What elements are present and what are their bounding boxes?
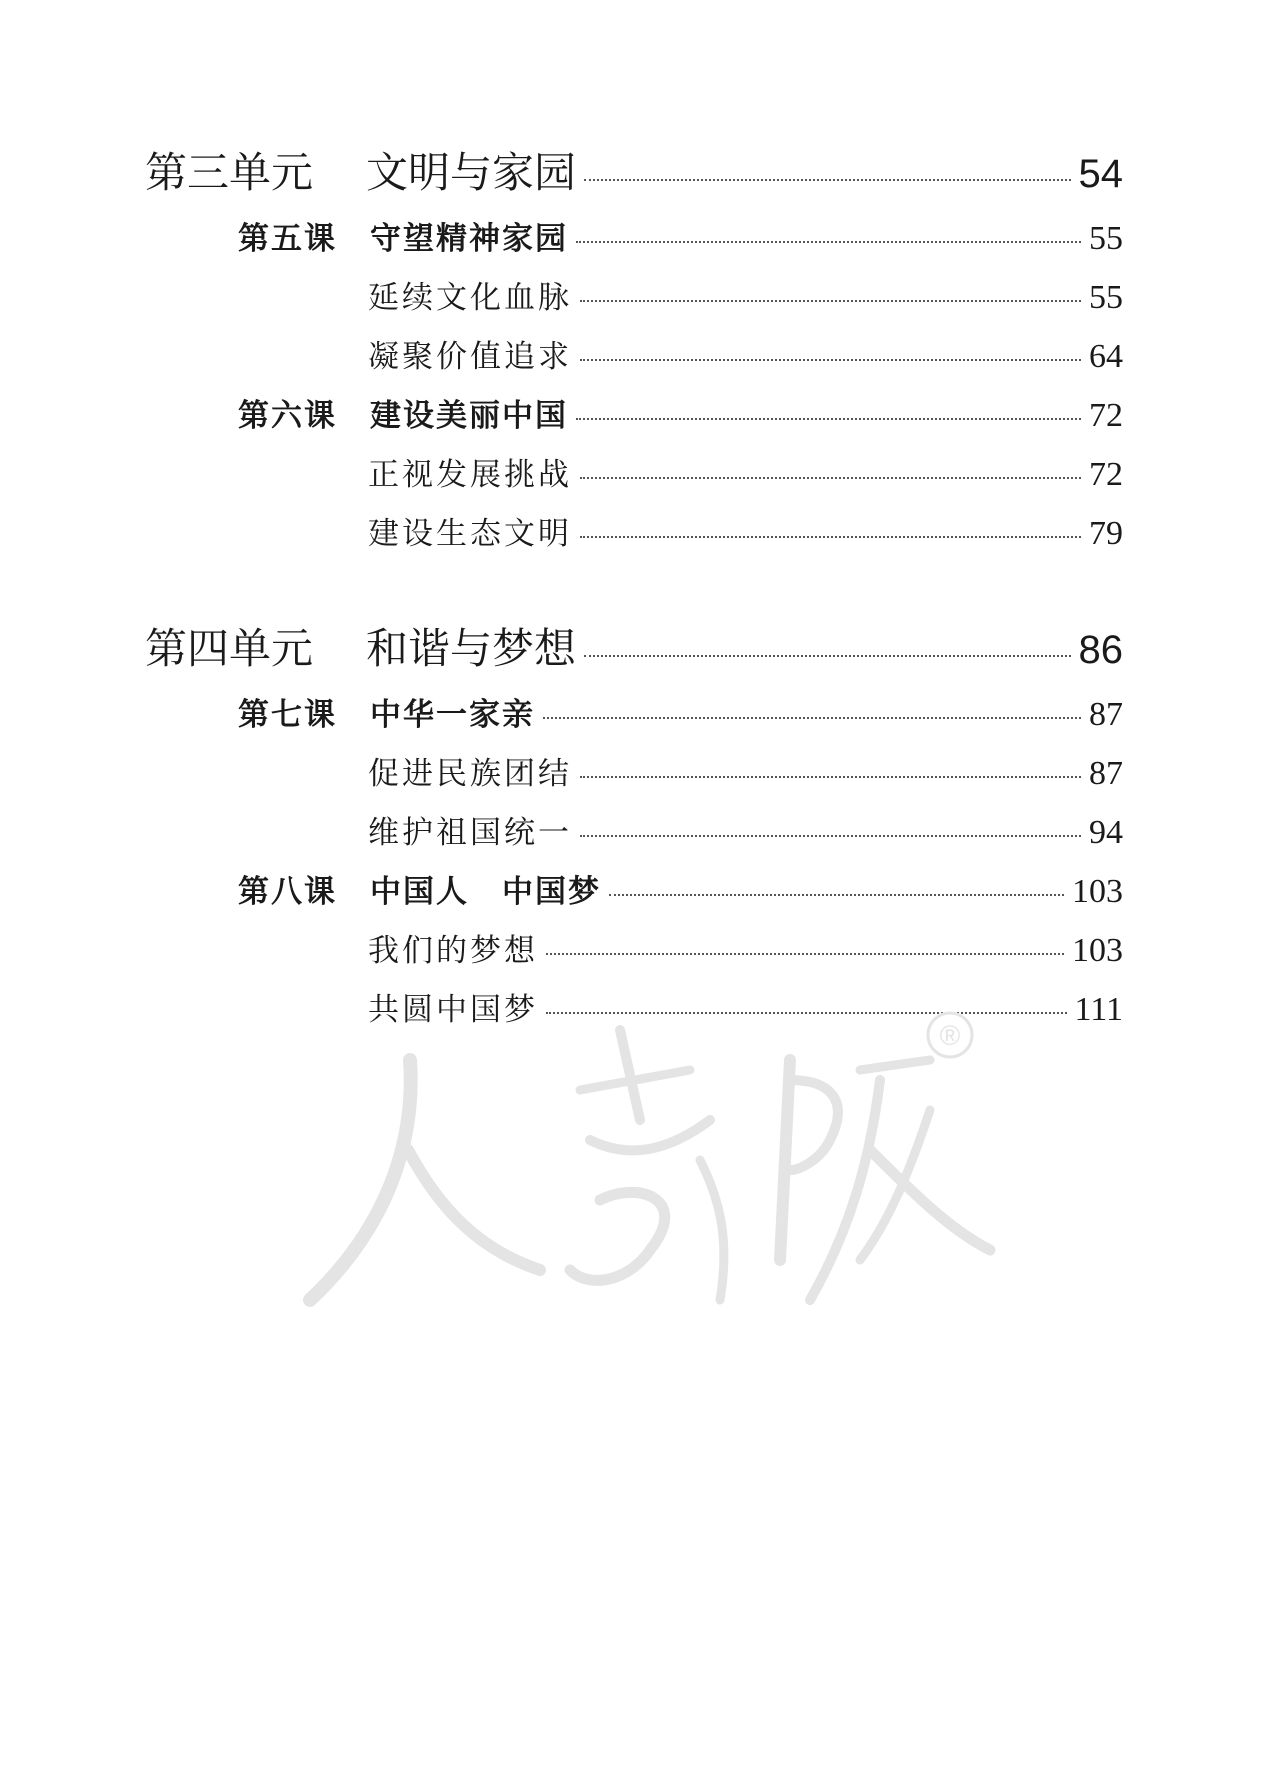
lesson-title: 中华一家亲 bbox=[370, 697, 535, 733]
section-title: 建设生态文明 bbox=[368, 516, 572, 552]
toc-lesson-8[interactable] bbox=[238, 866, 1123, 911]
toc-unit-3[interactable] bbox=[145, 140, 1123, 200]
page-number: 72 bbox=[1089, 397, 1123, 434]
lesson-number: 第五课 bbox=[238, 221, 337, 257]
page-number: 79 bbox=[1089, 515, 1123, 552]
toc-section[interactable] bbox=[368, 331, 1123, 376]
publisher-watermark bbox=[290, 1000, 1010, 1360]
page-number: 87 bbox=[1089, 755, 1123, 792]
dot-leader bbox=[580, 359, 1081, 361]
lesson-title: 守望精神家园 bbox=[370, 221, 568, 257]
page-number: 94 bbox=[1089, 814, 1123, 851]
dot-leader bbox=[546, 953, 1064, 955]
toc-lesson-7[interactable] bbox=[238, 689, 1123, 734]
toc-lesson-5[interactable] bbox=[238, 213, 1123, 258]
toc-section[interactable] bbox=[368, 925, 1123, 970]
section-title: 促进民族团结 bbox=[368, 756, 572, 792]
toc-section[interactable] bbox=[368, 272, 1123, 317]
page-number: 111 bbox=[1074, 991, 1123, 1028]
unit-number: 第四单元 bbox=[145, 624, 314, 673]
dot-leader bbox=[576, 418, 1081, 420]
watermark-calligraphy bbox=[310, 1030, 990, 1300]
page-number: 55 bbox=[1089, 279, 1123, 316]
section-title: 延续文化血脉 bbox=[368, 280, 572, 316]
dot-leader bbox=[609, 894, 1064, 896]
toc-section[interactable] bbox=[368, 748, 1123, 793]
lesson-number: 第八课 bbox=[238, 874, 337, 910]
unit-number: 第三单元 bbox=[145, 148, 314, 197]
dot-leader bbox=[580, 835, 1081, 837]
lesson-title: 中国人 中国梦 bbox=[370, 874, 601, 910]
dot-leader bbox=[543, 717, 1081, 719]
dot-leader bbox=[584, 655, 1070, 657]
page-number: 72 bbox=[1089, 456, 1123, 493]
section-title: 共圆中国梦 bbox=[368, 992, 538, 1028]
page-number: 55 bbox=[1089, 220, 1123, 257]
page-number: 64 bbox=[1089, 338, 1123, 375]
unit-title: 和谐与梦想 bbox=[366, 624, 577, 673]
page-number: 103 bbox=[1072, 932, 1123, 969]
toc-section[interactable] bbox=[368, 508, 1123, 553]
lesson-number: 第七课 bbox=[238, 697, 337, 733]
dot-leader bbox=[580, 300, 1081, 302]
dot-leader bbox=[580, 477, 1081, 479]
dot-leader bbox=[580, 776, 1081, 778]
page-number: 54 bbox=[1078, 152, 1123, 196]
section-title: 维护祖国统一 bbox=[368, 815, 572, 851]
page-number: 103 bbox=[1072, 873, 1123, 910]
section-title: 凝聚价值追求 bbox=[368, 339, 572, 375]
lesson-number: 第六课 bbox=[238, 398, 337, 434]
toc-lesson-6[interactable] bbox=[238, 390, 1123, 435]
section-title: 正视发展挑战 bbox=[368, 457, 572, 493]
unit-title: 文明与家园 bbox=[366, 148, 577, 197]
dot-leader bbox=[584, 179, 1070, 181]
toc-section[interactable] bbox=[368, 449, 1123, 494]
section-title: 我们的梦想 bbox=[368, 933, 538, 969]
dot-leader bbox=[580, 536, 1081, 538]
registered-mark: ® bbox=[939, 1020, 961, 1051]
dot-leader bbox=[576, 241, 1081, 243]
page-number: 87 bbox=[1089, 696, 1123, 733]
page-number: 86 bbox=[1078, 628, 1123, 672]
lesson-title: 建设美丽中国 bbox=[370, 398, 568, 434]
toc-unit-4[interactable] bbox=[145, 616, 1123, 676]
toc-section[interactable] bbox=[368, 807, 1123, 852]
